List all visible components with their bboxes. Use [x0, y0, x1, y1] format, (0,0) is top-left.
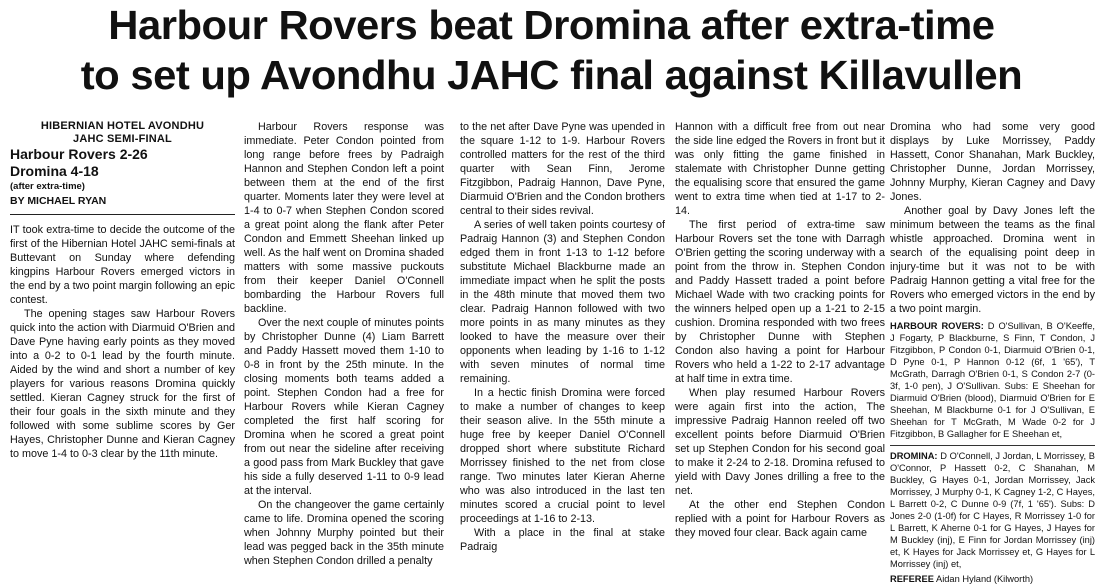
paragraph: With a place in the final at stake Padraig: [460, 527, 665, 553]
paragraph: to the net after Dave Pyne was upended in the square 1-12 to 1-9. Harbour Rovers controlled matters for the rest of the third quarter with Sean Finn, Jerome Fitzgibbon, Padraig Hannon, Dave Pyne, Diarmuid O'Brien and the Condon brothers central to their sides revival.: [460, 121, 665, 217]
referee-label: REFEREE: [890, 574, 934, 584]
headline-line-1: Harbour Rovers beat Dromina after extra-time: [108, 2, 995, 48]
paragraph: Dromina who had some very good displays by Luke Morrissey, Paddy Hassett, Conor Shanahan, Mark Buckley, Christopher Dunne, Jordan Morrissey, Johnny Murphy, Kieran Cagney and Davy Jones.: [890, 121, 1095, 203]
paragraph: A series of well taken points courtesy of Padraig Hannon (3) and Stephen Condon edged them in front 1-13 to 1-12 before substitute Michael Blackburne made an immediate impact when he split the posts in the 48th minute that moved them two clear. Padraig Hannon followed with two more points in as many minutes as they looked to have the measure over their opponents when leading by 1-16 to 1-12 with seven minutes of normal time remaining.: [460, 219, 665, 385]
article-column-4: [675, 120, 885, 539]
competition-kicker: HIBERNIAN HOTEL AVONDHU: [40, 120, 205, 132]
result-away: Dromina 4-18: [10, 163, 99, 179]
team-players: D O'Sullivan, B O'Keeffe, J Fogarty, P Blackburne, S Finn, T Condon, J Fitzgibbon, P Condon 0-1, Diarmuid O'Brien 0-1, D Pyne 0-1, P Hannon 0-12 (6f, 1 '65'), T McGrath, Darragh O'Brien 0-1, S Condon 2-7 (0-3f, 1-0 pen), J O'Sullivan. Subs: E Sheehan for Diarmuid O'Brien (blood), Diarmuid O'Brien for E Sheehan, M Blackburne 0-1 for J O'Sullivan, E Sheehan for T McGrath, M Wade 0-2 for J Fitzgibbon, B Gallagher for E Sheehan et,: [890, 321, 1095, 439]
referee-name: Aidan Hyland (Kilworth): [933, 574, 1034, 584]
article-column-5: [890, 120, 1095, 584]
team-list-harbour-rovers: [890, 320, 1095, 440]
team-players: D O'Connell, J Jordan, L Morrissey, B O'Connor, P Hassett 0-2, C Shanahan, M Buckley, G Hayes 0-1, Jordan Morrissey, Jack Morrissey, J Murphy 0-1, K Cagney 1-2, C Hayes, L Barrett 0-2, C Dunne 0-9 (7f, 1 '65'). Subs: D Jones 2-0 (1-0f) for C Hayes, R Morrissey 1-0 for L Barrett, K Aherne 0-1 for G Hayes, J Hayes for M Buckley (inj), E Finn for Jordan Morrissey (inj) et, K Hayes for Jack Morrissey et, G Hayes for L Morrissey (inj) et,: [890, 451, 1095, 569]
article-column-2: [244, 120, 444, 567]
article-column-3: [460, 120, 665, 553]
team-list-dromina: [890, 450, 1095, 570]
article-column-1: [10, 120, 235, 532]
paragraph: Another goal by Davy Jones left the minimum between the teams as the final whistle approached. Dromina went in search of the equalising point deep in injury-time but it was not to be with Padraig Hannon getting a vital free for the Rovers who emerged victors in the end by a two point margin.: [890, 205, 1095, 315]
result-home: Harbour Rovers 2-26: [10, 146, 148, 162]
paragraph: Over the next couple of minutes points by Christopher Dunne (4) Liam Barrett and Paddy Hassett moved them 1-10 to 0-8 in front by the 25th minute. In the closing moments both teams added a point. Stephen Condon had a free for Harbour Rovers while Kieran Cagney completed the first half scoring for Dromina when he scored a great point from out near the sideline after receiving a good pass from Mark Buckley that gave his side a fully deserved 1-11 to 0-9 lead at the interval.: [244, 317, 444, 497]
paragraph: On the changeover the game certainly came to life. Dromina opened the scoring when Johnny Murphy pointed but their lead was pegged back in the 35th minute when Stephen Condon drilled a penalty: [244, 499, 444, 567]
paragraph: The first period of extra-time saw Harbour Rovers set the tone with Darragh O'Brien getting the scoring underway with a point from the throw in. Stephen Condon and Paddy Hassett traded a point before Michael Wade with two cracking points for the winners helped open up a 1-21 to 2-15 cushion. Dromina responded with two frees by Christopher Dunne with Stephen Condon also having a point for Harbour Rovers who held a 1-22 to 2-17 advantage at half time in extra time.: [675, 219, 885, 385]
paragraph: Harbour Rovers response was immediate. Peter Condon pointed from long range before frees by Padraigh Hannon and Stephen Condon left a point between them at the end of the first quarter. Moments later they were level at 1-4 to 0-7 when Stephen Condon scored a great point along the flank after Peter Condon and Emmett Sheehan linked up well. As the half went on Dromina shaded matters with some massive puckouts from their keeper Daniel O'Connell bombarding the Harbour Rovers full backline.: [244, 121, 444, 315]
referee-line: [890, 573, 1095, 585]
divider: [890, 445, 1095, 446]
paragraph: When play resumed Harbour Rovers were again first into the action, The impressive Padraig Hannon reeled off two excellent points before Diarmuid O'Brien set up Stephen Condon for his second goal to make it 2-24 to 2-18. Dromina refused to yield with Davy Jones drilling a free to the net.: [675, 387, 885, 497]
team-label: DROMINA:: [890, 451, 938, 461]
byline: BY MICHAEL RYAN: [10, 194, 235, 215]
team-label: HARBOUR ROVERS:: [890, 321, 984, 331]
paragraph: At the other end Stephen Condon replied with a point for Harbour Rovers as they moved four clear. Back again came: [675, 499, 885, 539]
headline-line-2: to set up Avondhu JAHC final against Killavullen: [80, 52, 1023, 98]
paragraph: Hannon with a difficult free from out near the side line edged the Rovers in front but it was only fitting the game finished in stalemate with Christopher Dunne getting the equalising score that ensured the game went to extra time when tied at 1-17 to 2-14.: [675, 121, 885, 217]
paragraph: In a hectic finish Dromina were forced to make a number of changes to keep their season alive. In the 55th minute a huge free by keeper Daniel O'Connell dropped short where substitute Richard Morrissey finished to the net from close range. Two minutes later Kieran Aherne who was also introduced in the last ten minutes scored a crucial point to level proceedings at 1-16 to 2-13.: [460, 387, 665, 525]
result-note: (after extra-time): [10, 181, 85, 192]
competition-kicker-2: JAHC SEMI-FINAL: [73, 133, 172, 145]
paragraph: IT took extra-time to decide the outcome of the first of the Hibernian Hotel JAHC semi-finals at Buttevant on Sunday where defending kingpins Harbour Rovers emerged victors in the end by a two point margin following an epic contest.: [10, 224, 235, 306]
paragraph: The opening stages saw Harbour Rovers quick into the action with Diarmuid O'Brien and Dave Pyne having early points as they moved into a 0-2 to 0-1 lead by the fourth minute. Aided by the wind and short a number of key players for various reasons Dromina quickly settled. Kieran Cagney struck for the first of their four goals in the sixth minute and they followed with some sublime scores by Ger Hayes, Christopher Dunne and Kieran Cagney to move 1-4 to 0-3 clear by the 11th minute.: [10, 308, 235, 460]
